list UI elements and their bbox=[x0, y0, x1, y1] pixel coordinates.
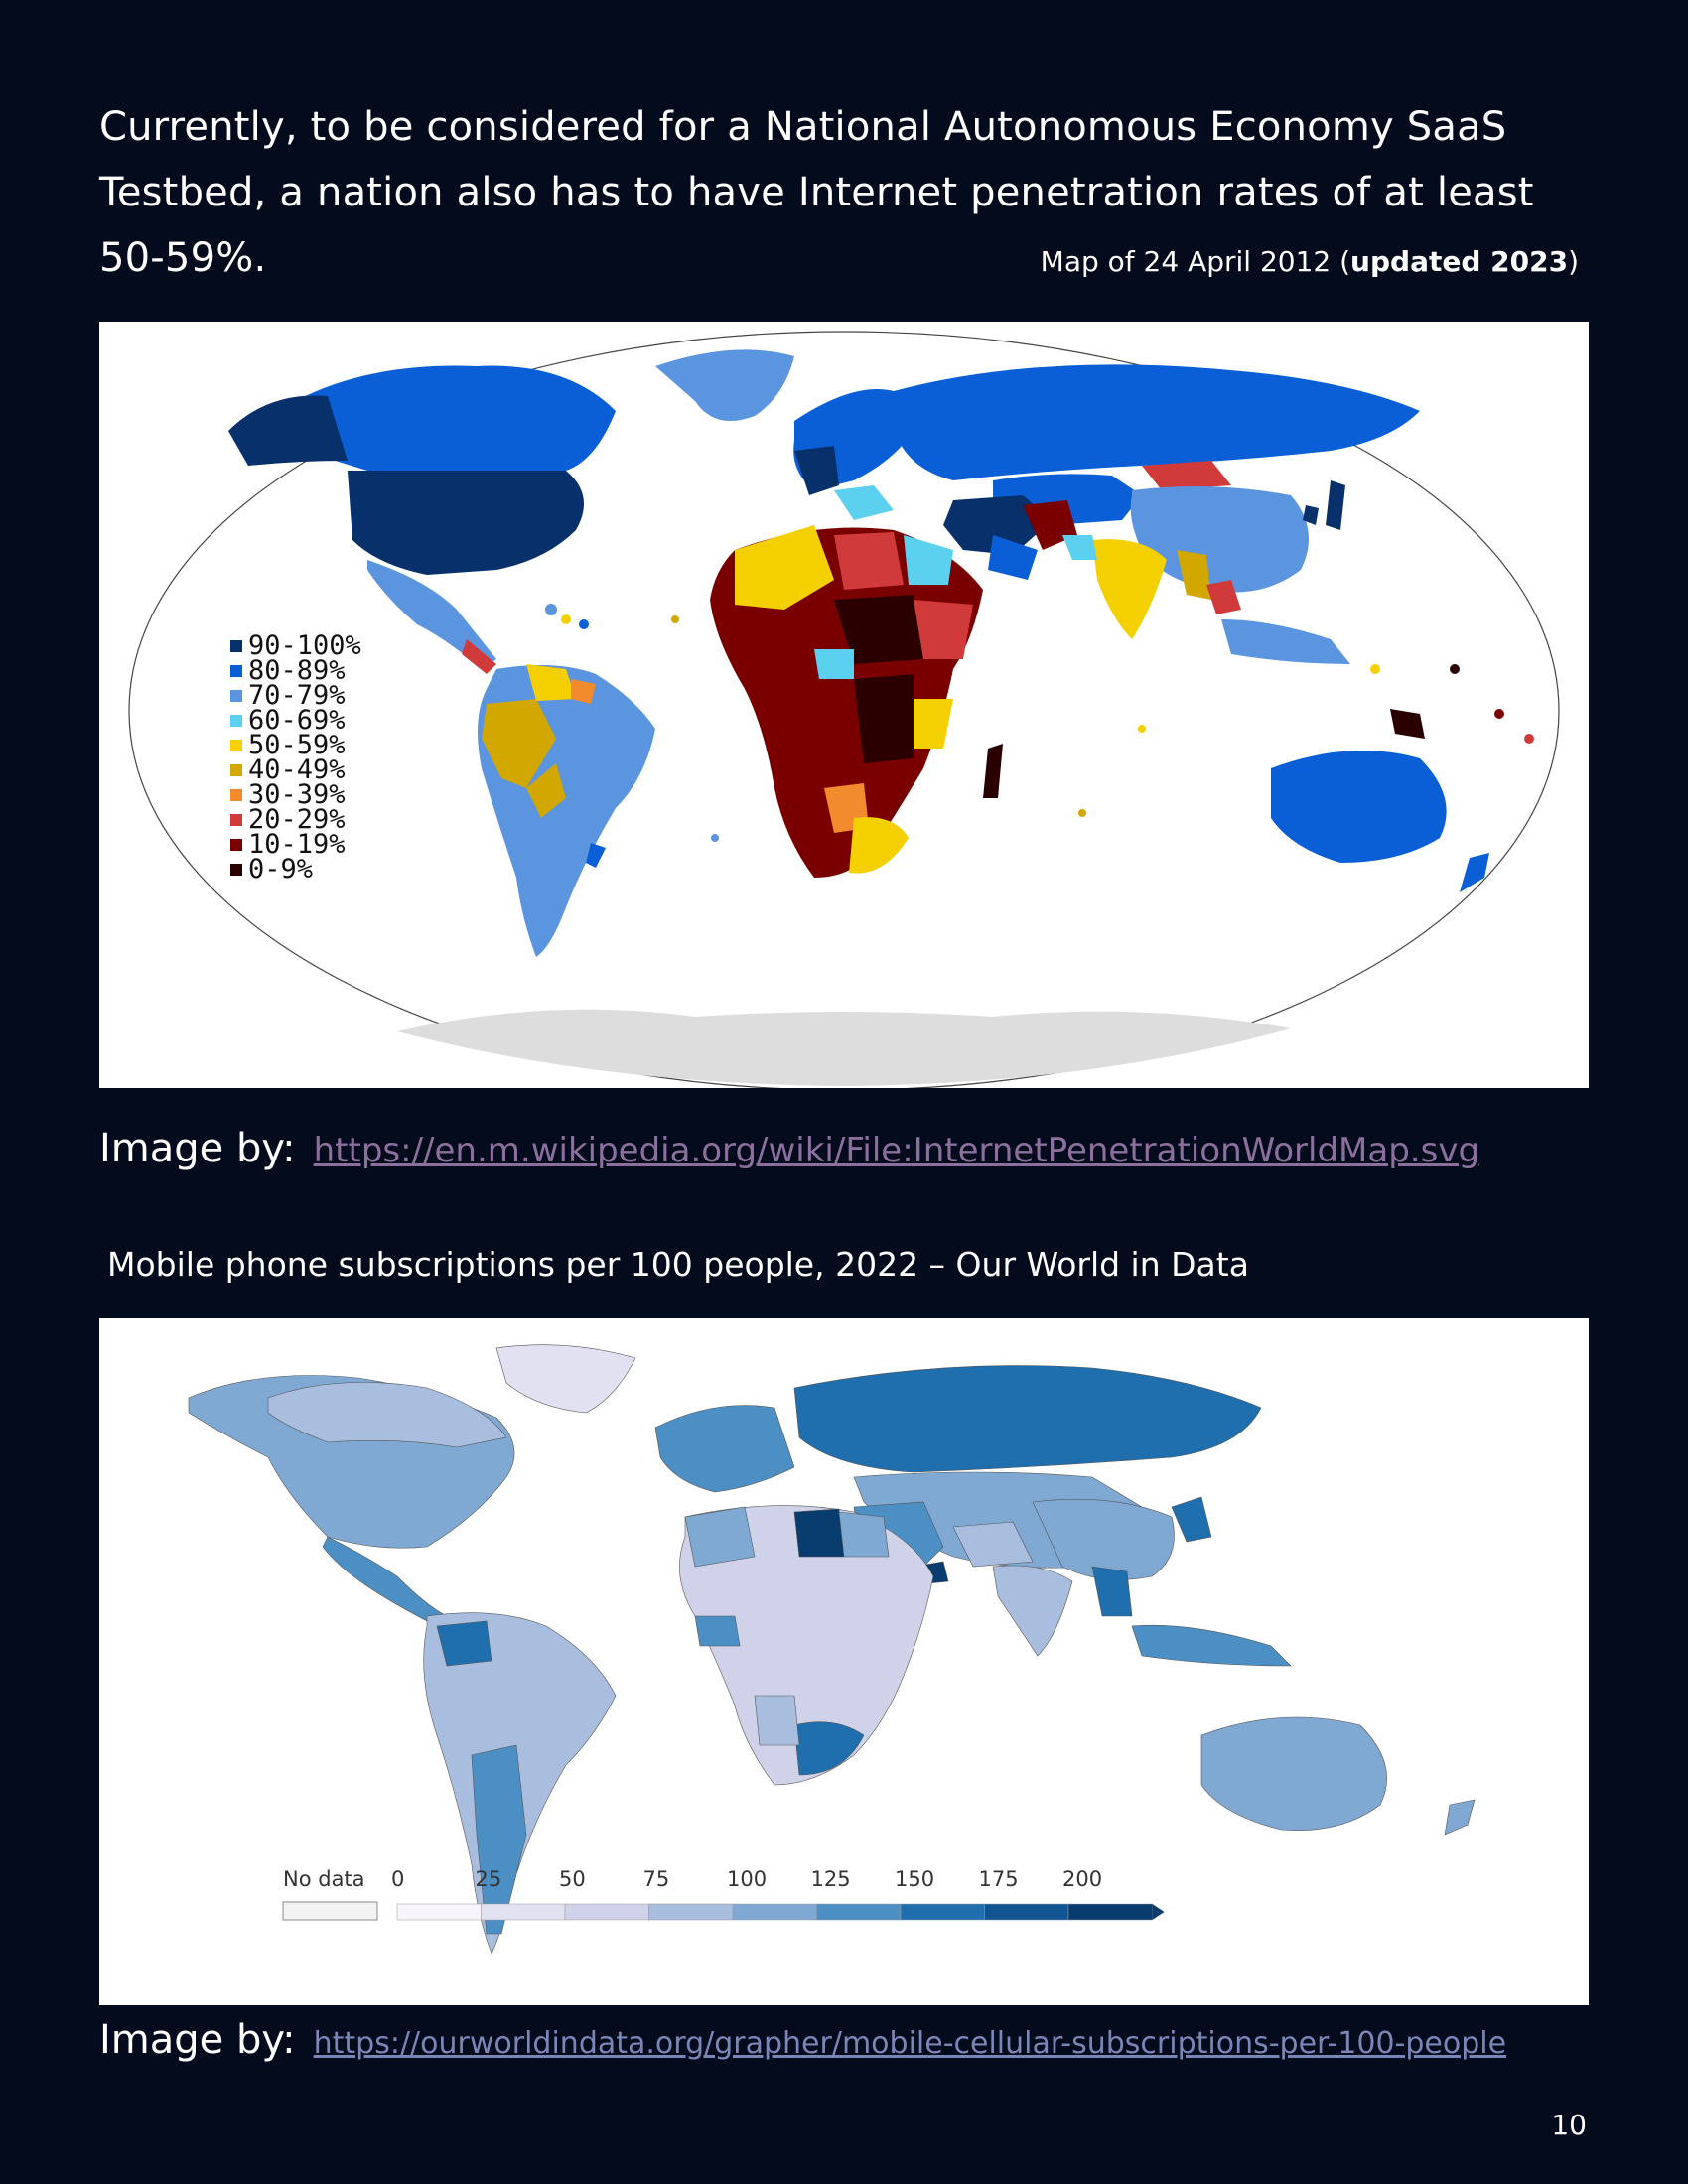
source-link-wikipedia[interactable]: https://en.m.wikipedia.org/wiki/File:InternetPenetrationWorldMap.svg bbox=[313, 1131, 1480, 1170]
map-caption-bold: updated 2023 bbox=[1350, 245, 1569, 278]
intro-paragraph: Currently, to be considered for a National Autonomous Economy SaaS Testbed, a nation also has to have Internet penetration rates of at least 50-59%. bbox=[99, 104, 1534, 281]
legend-label: 80-89% bbox=[248, 655, 346, 686]
legend-swatch bbox=[230, 665, 242, 677]
scale-tick-label: 25 bbox=[475, 1867, 502, 1891]
map-title: Mobile phone subscriptions per 100 people, 2022 – Our World in Data bbox=[107, 1245, 1249, 1284]
legend-label: 20-29% bbox=[248, 804, 346, 835]
legend-label: 50-59% bbox=[248, 730, 346, 760]
world-choropleth bbox=[99, 1318, 1589, 2005]
color-scale bbox=[397, 1904, 1165, 1920]
scale-segment bbox=[397, 1904, 482, 1920]
no-data-swatch bbox=[283, 1902, 377, 1920]
map-caption-suffix: ) bbox=[1568, 245, 1579, 278]
legend-swatch bbox=[230, 864, 242, 876]
scale-segment bbox=[482, 1904, 566, 1920]
scale-tick-label: 75 bbox=[642, 1867, 670, 1891]
internet-penetration-map bbox=[99, 322, 1589, 1088]
legend-swatch bbox=[230, 740, 242, 751]
scale-segment bbox=[565, 1904, 649, 1920]
legend-label: 10-19% bbox=[248, 829, 346, 860]
scale-tick-label: 125 bbox=[810, 1867, 851, 1891]
scale-segment bbox=[901, 1904, 985, 1920]
scale-tick-label: 175 bbox=[978, 1867, 1019, 1891]
credit-label: Image by: bbox=[99, 1126, 296, 1171]
map-caption-prefix: Map of 24 April 2012 ( bbox=[1040, 245, 1351, 278]
legend-swatch bbox=[230, 789, 242, 801]
scale-segment bbox=[1068, 1904, 1153, 1920]
credit-line-1 bbox=[99, 1126, 1479, 1171]
scale-tick-label: 100 bbox=[727, 1867, 768, 1891]
map-caption bbox=[1041, 245, 1579, 278]
scale-segment bbox=[985, 1904, 1069, 1920]
scale-arrow bbox=[1153, 1904, 1165, 1920]
scale-tick-label: 150 bbox=[895, 1867, 935, 1891]
page-number: 10 bbox=[1551, 2109, 1587, 2141]
scale-tick-label: 50 bbox=[559, 1867, 586, 1891]
legend-swatch bbox=[230, 814, 242, 826]
scale-tick-label: 0 bbox=[391, 1867, 405, 1891]
scale-tick-label: 200 bbox=[1062, 1867, 1103, 1891]
legend-label: 90-100% bbox=[248, 630, 361, 661]
legend-label: 40-49% bbox=[248, 754, 346, 785]
scale-segment bbox=[817, 1904, 902, 1920]
legend-label: 0-9% bbox=[248, 854, 314, 885]
credit-label: Image by: bbox=[99, 2017, 296, 2063]
scale-segment bbox=[649, 1904, 734, 1920]
legend-item bbox=[230, 854, 361, 885]
source-link-ourworldindata[interactable]: https://ourworldindata.org/grapher/mobile-cellular-subscriptions-per-100-people bbox=[313, 2026, 1507, 2061]
scale-segment bbox=[733, 1904, 817, 1920]
legend-label: 60-69% bbox=[248, 705, 346, 736]
legend-label: 70-79% bbox=[248, 680, 346, 711]
mobile-subscriptions-map bbox=[99, 1318, 1589, 2005]
legend-swatch bbox=[230, 640, 242, 652]
legend-label: 30-39% bbox=[248, 779, 346, 810]
legend-swatch bbox=[230, 764, 242, 776]
legend-swatch bbox=[230, 839, 242, 851]
map-legend bbox=[230, 630, 361, 885]
credit-line-2 bbox=[99, 2017, 1506, 2063]
no-data-label: No data bbox=[283, 1867, 365, 1891]
legend-swatch bbox=[230, 715, 242, 727]
legend-swatch bbox=[230, 690, 242, 702]
